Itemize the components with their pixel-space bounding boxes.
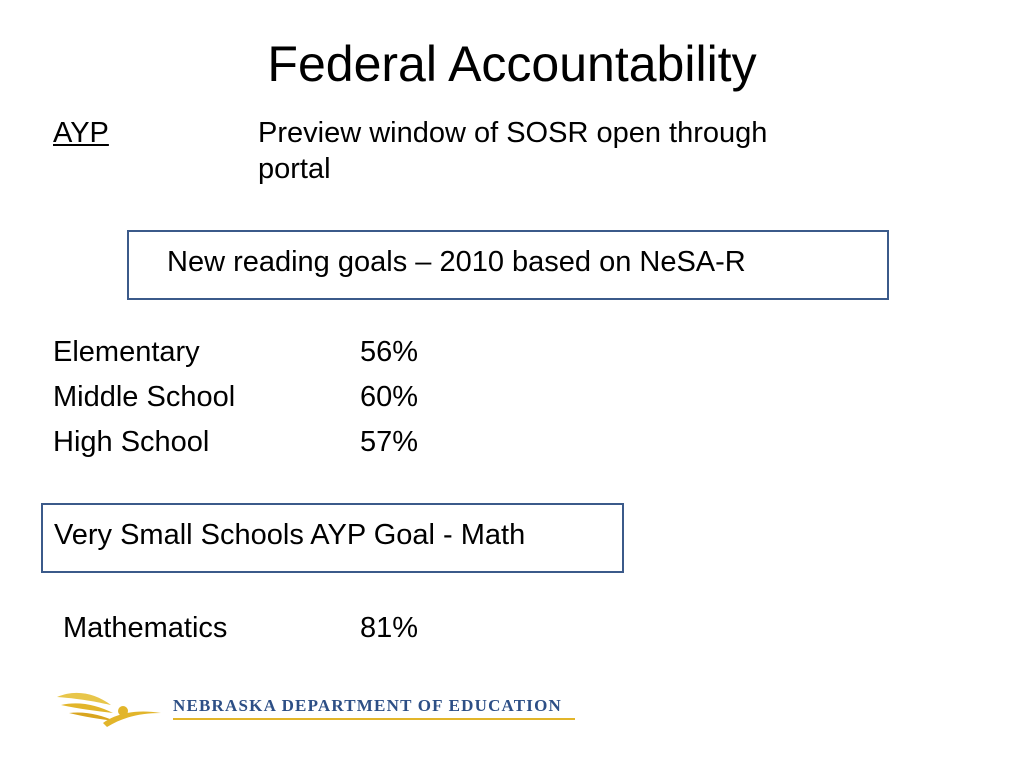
- nde-swoosh-icon: [55, 683, 165, 733]
- small-schools-box: [41, 503, 624, 573]
- goal-subject: Mathematics: [63, 612, 228, 644]
- math-goal-row: [63, 610, 419, 646]
- goal-level: Elementary: [53, 336, 200, 368]
- reading-goals-heading: New reading goals – 2010 based on NeSA-R: [167, 246, 746, 278]
- nde-logo-text: NEBRASKA DEPARTMENT OF EDUCATION: [173, 696, 563, 715]
- nde-logo-underline: [173, 718, 575, 720]
- goal-level: Middle School: [53, 381, 236, 413]
- reading-goals-box: [127, 230, 889, 300]
- nde-logo: [55, 683, 595, 733]
- goal-percent: 60%: [360, 381, 419, 413]
- goal-percent: 57%: [360, 426, 419, 458]
- ayp-label: AYP: [53, 117, 109, 149]
- slide-title: Federal Accountability: [267, 36, 757, 92]
- goal-level: High School: [53, 426, 210, 458]
- ayp-description: Preview window of SOSR open through portal: [258, 117, 768, 185]
- goal-percent: 56%: [360, 336, 419, 368]
- small-schools-heading: Very Small Schools AYP Goal - Math: [54, 519, 526, 551]
- goal-percent: 81%: [360, 612, 419, 644]
